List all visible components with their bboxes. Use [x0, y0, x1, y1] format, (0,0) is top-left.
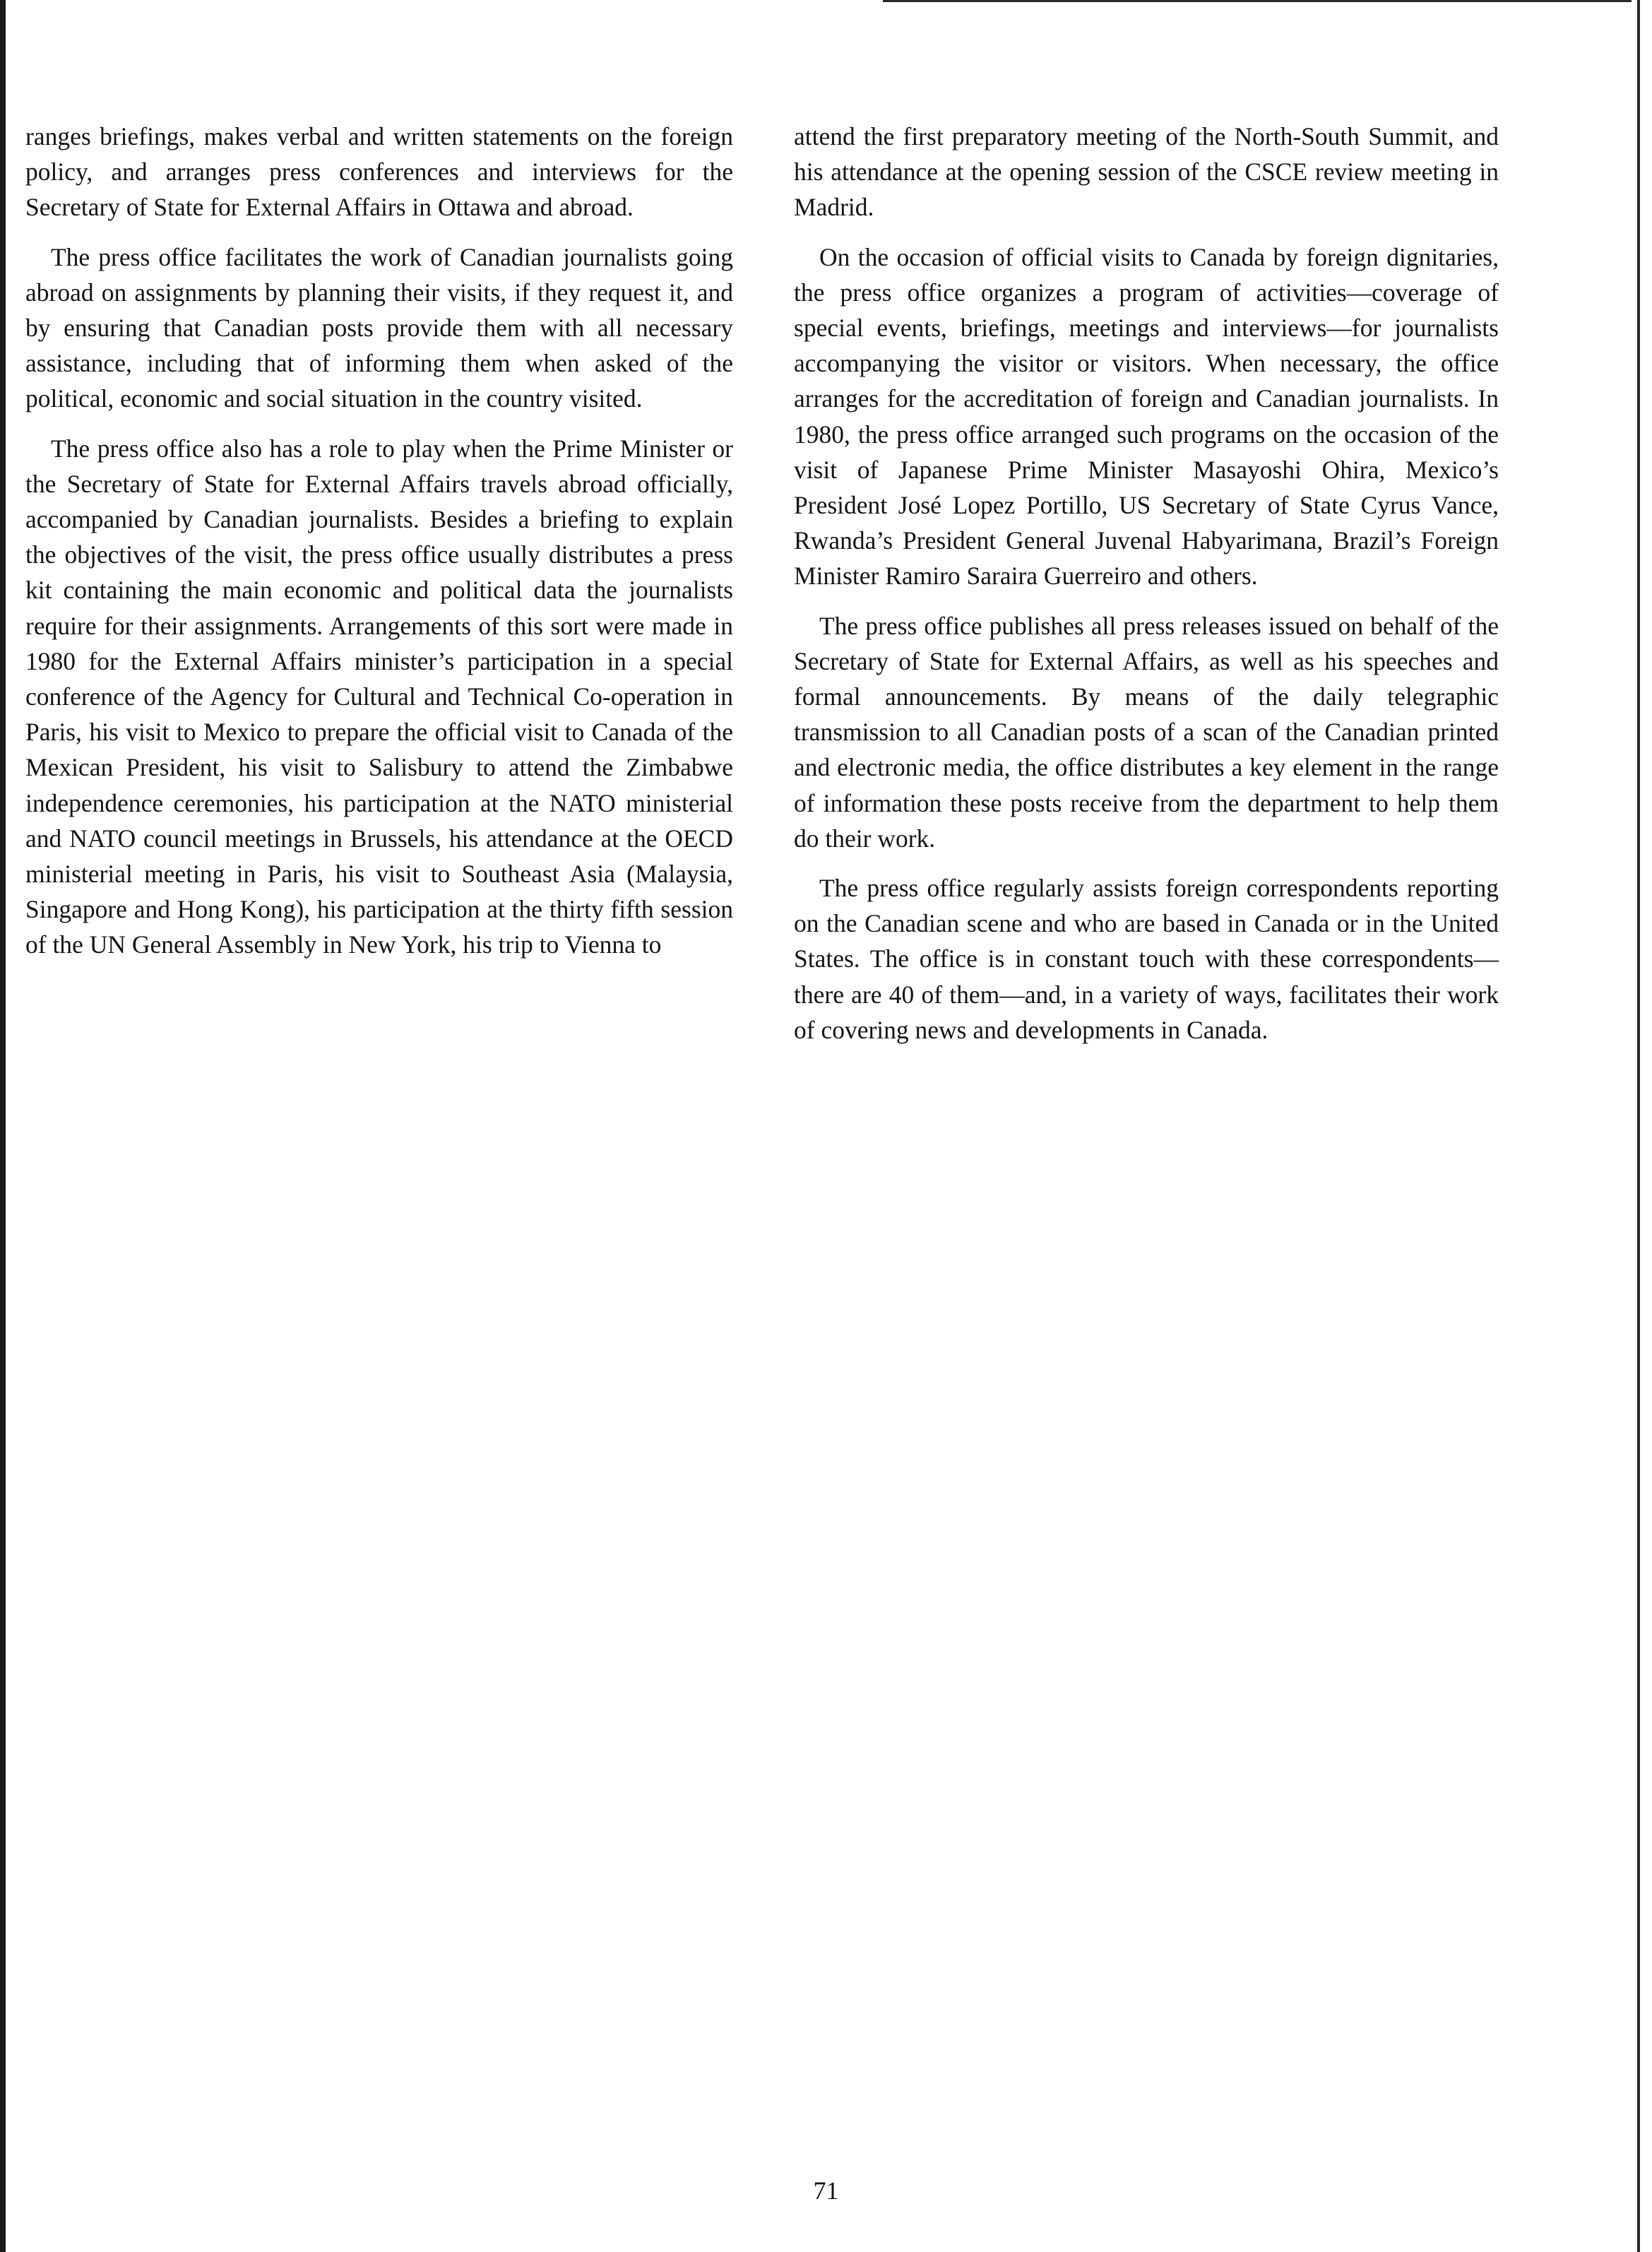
paragraph: attend the first preparatory meeting of the North-South Summit, and his attendance at the opening session of the CSCE review meeting in Madrid.: [794, 122, 1499, 222]
paragraph: The press office publishes all press releases issued on behalf of the Secretary of State for External Affairs, as well as his speeches and formal announcements. By means of the daily telegraphic transmission to all Canadian posts of a scan of the Canadian printed and electronic media, the office distributes a key element in the range of information these posts receive from the department to help them do their work.: [794, 611, 1499, 853]
right-column: [794, 119, 1499, 1062]
scan-edge-left: [0, 0, 6, 2252]
scan-edge-right: [1637, 0, 1640, 2252]
paragraph: On the occasion of official visits to Canada by foreign dignitaries, the press office organizes a program of activities—coverage of special events, briefings, meetings and interviews—for journalists accompanying the visitor or visitors. When necessary, the office arranges for the accreditation of foreign and Canadian journalists. In 1980, the press office arranged such programs on the occasion of the visit of Japanese Prime Minister Masayoshi Ohira, Mexico’s President José Lopez Portillo, US Secretary of State Cyrus Vance, Rwanda’s President General Juvenal Habyarimana, Brazil’s Foreign Minister Ramiro Saraira Guerreiro and others.: [794, 242, 1499, 591]
left-column: [25, 119, 733, 977]
paragraph: The press office also has a role to play when the Prime Minister or the Secretary of State for External Affairs travels abroad officially, accompanied by Canadian journalists. Besides a briefing to explain the objectives of the visit, the press office usually distributes a press kit containing the main economic and political data the journalists require for their assignments. Arrangements of this sort were made in 1980 for the External Affairs minister’s participation in a special conference of the Agency for Cultural and Technical Co-operation in Paris, his visit to Mexico to prepare the official visit to Canada of the Mexican President, his visit to Salisbury to attend the Zimbabwe independence ceremonies, his participation at the NATO ministerial and NATO council meetings in Brussels, his attendance at the OECD ministerial meeting in Paris, his visit to Southeast Asia (Malaysia, Singapore and Hong Kong), his participation at the thirty fifth session of the UN General Assembly in New York, his trip to Vienna to: [25, 434, 733, 959]
paragraph: The press office regularly assists foreign correspondents reporting on the Canadian scene and who are based in Canada or in the United States. The office is in constant touch with these correspondents—there are 40 of them—and, in a variety of ways, facilitates their work of covering news and developments in Canada.: [794, 874, 1499, 1044]
paragraph: ranges briefings, makes verbal and written statements on the foreign policy, and arranges press conferences and interviews for the Secretary of State for External Affairs in Ottawa and abroad.: [25, 122, 733, 222]
page-number: 71: [813, 2176, 839, 2205]
scan-edge-top: [883, 0, 1632, 2]
paragraph: The press office facilitates the work of Canadian journalists going abroad on assignments by planning their visits, if they request it, and by ensuring that Canadian posts provide them with all necessary assistance, including that of informing them when asked of the political, economic and social situation in the country visited.: [25, 242, 733, 413]
